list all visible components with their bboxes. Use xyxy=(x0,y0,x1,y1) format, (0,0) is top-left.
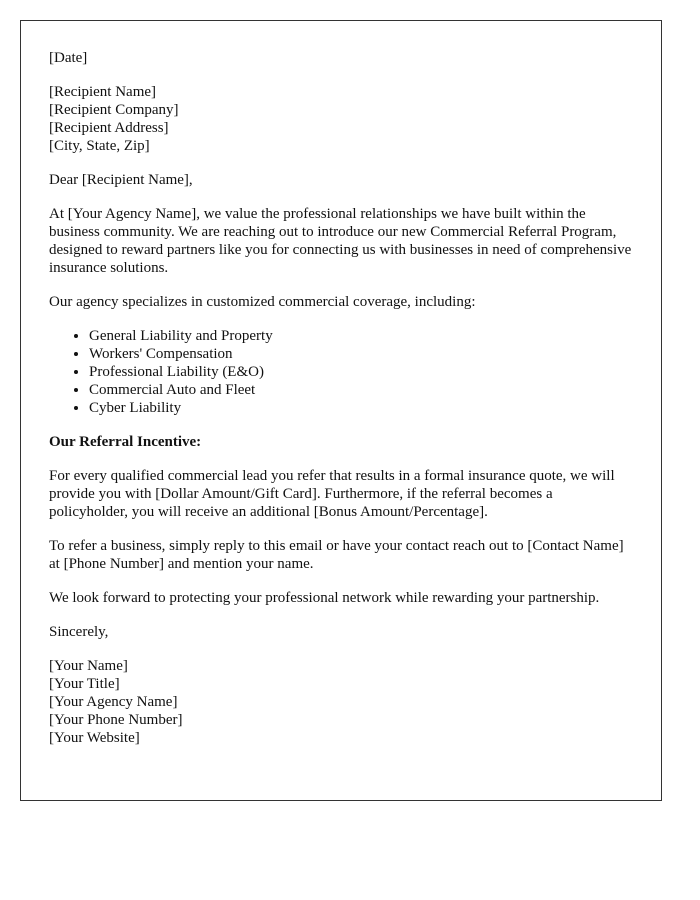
recipient-name: [Recipient Name] xyxy=(49,84,157,100)
letter-date: [Date] xyxy=(49,50,88,66)
recipient-city-state-zip: [City, State, Zip] xyxy=(49,138,150,154)
sender-name: [Your Name] xyxy=(49,658,128,674)
coverage-item: • Commercial Auto and Fleet xyxy=(89,381,633,399)
sender-phone: [Your Phone Number] xyxy=(49,712,183,728)
incentive-paragraph: For every qualified commercial lead you refer that results in a formal insurance quote, we will provide you with [Dollar Amount/Gift Card]. Furthermore, if the referral becomes a policyholder, you will receive an additional [Bonus Amount/Percentage]. xyxy=(49,468,615,520)
closing-paragraph: We look forward to protecting your professional network while rewarding your partnership. xyxy=(49,590,600,606)
sender-title: [Your Title] xyxy=(49,676,120,692)
signature-block xyxy=(49,657,633,747)
letter-container xyxy=(20,20,662,801)
incentive-heading: Our Referral Incentive: xyxy=(49,434,202,450)
sender-agency: [Your Agency Name] xyxy=(49,694,178,710)
salutation: Dear [Recipient Name], xyxy=(49,172,193,188)
intro-paragraph: At [Your Agency Name], we value the professional relationships we have built within the business community. We are reaching out to introduce our new Commercial Referral Program, designed to reward partners like you for connecting us with businesses in need of comprehensive insurance solutions. xyxy=(49,206,632,276)
recipient-address-block xyxy=(49,83,633,155)
how-to-refer-paragraph: To refer a business, simply reply to this email or have your contact reach out to [Contact Name] at [Phone Number] and mention your name. xyxy=(49,538,624,572)
recipient-address: [Recipient Address] xyxy=(49,120,169,136)
sign-off: Sincerely, xyxy=(49,624,109,640)
coverage-item: • Cyber Liability xyxy=(89,399,633,417)
coverage-list xyxy=(49,327,633,417)
sender-website: [Your Website] xyxy=(49,730,140,746)
coverage-item: • Workers' Compensation xyxy=(89,345,633,363)
coverage-intro: Our agency specializes in customized commercial coverage, including: xyxy=(49,294,476,310)
coverage-item: • Professional Liability (E&O) xyxy=(89,363,633,381)
coverage-item: • General Liability and Property xyxy=(89,327,633,345)
recipient-company: [Recipient Company] xyxy=(49,102,179,118)
